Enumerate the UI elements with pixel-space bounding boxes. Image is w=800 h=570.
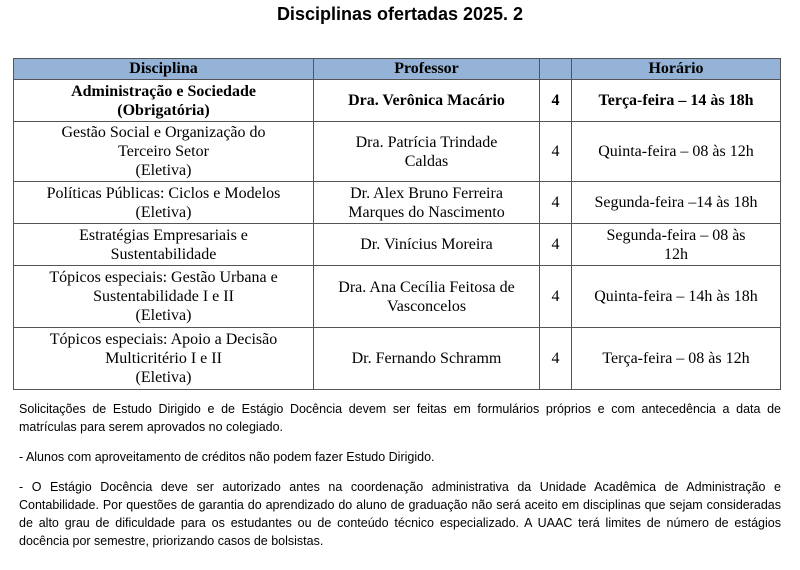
credits-cell: 4: [540, 328, 572, 390]
table-row: [14, 266, 781, 328]
schedule-cell-line: Quinta-feira – 14h às 18h: [594, 288, 758, 305]
credits-cell: 4: [540, 182, 572, 224]
page-title: Disciplinas ofertadas 2025. 2: [276, 4, 524, 24]
professor-cell-line: Dr. Vinícius Moreira: [360, 236, 493, 253]
professor-cell: [314, 224, 540, 266]
discipline-cell-line: (Eletiva): [135, 162, 192, 179]
professor-cell-line: Vasconcelos: [386, 297, 467, 315]
professor-cell-line: Dra. Verônica Macário: [348, 92, 505, 109]
schedule-cell-line: Segunda-feira –14 às 18h: [594, 194, 758, 211]
schedule-cell: [572, 328, 781, 390]
professor-cell: [314, 80, 540, 122]
discipline-cell: [14, 266, 314, 328]
schedule-cell-line: Quinta-feira – 08 às 12h: [598, 143, 754, 160]
professor-cell-line: Dra. Patrícia Trindade: [355, 133, 498, 151]
table-body: [14, 80, 781, 390]
header-discipline: Disciplina: [14, 59, 314, 80]
discipline-cell-line: (Eletiva): [135, 369, 192, 386]
schedule-cell-line: 12h: [664, 245, 688, 263]
professor-cell: [314, 122, 540, 182]
note-paragraph: Solicitações de Estudo Dirigido e de Estágio Docência devem ser feitas em formulários próprios e com antecedência a data de matrículas para serem aprovados no colegiado.: [19, 402, 781, 434]
schedule-cell: [572, 224, 781, 266]
schedule-cell: [572, 266, 781, 328]
discipline-cell-line: Estratégias Empresariais e: [79, 226, 248, 244]
credits-cell: 4: [540, 266, 572, 328]
discipline-cell-line: (Eletiva): [135, 307, 192, 324]
schedule-cell-line: Segunda-feira – 08 às: [606, 226, 746, 244]
disciplines-table: [13, 58, 781, 390]
professor-cell: [314, 266, 540, 328]
notes-section: [19, 400, 781, 550]
schedule-cell: [572, 182, 781, 224]
discipline-cell: [14, 328, 314, 390]
header-professor: Professor: [314, 59, 540, 80]
credits-cell: 4: [540, 122, 572, 182]
discipline-cell-line: Terceiro Setor: [118, 143, 209, 160]
header-credits: [540, 59, 572, 80]
table-row: [14, 328, 781, 390]
schedule-cell-line: Terça-feira – 08 às 12h: [602, 350, 750, 367]
professor-cell-line: Caldas: [404, 152, 449, 170]
discipline-cell: [14, 182, 314, 224]
professor-cell-line: Dra. Ana Cecília Feitosa de: [338, 278, 515, 296]
discipline-cell-line: (Eletiva): [135, 203, 192, 221]
discipline-cell-line: Tópicos especiais: Gestão Urbana e: [49, 269, 278, 286]
professor-cell-line: Dr. Alex Bruno Ferreira: [350, 184, 503, 202]
discipline-cell-line: Gestão Social e Organização do: [61, 124, 266, 141]
table-row: [14, 224, 781, 266]
schedule-cell: [572, 122, 781, 182]
note-paragraph: - O Estágio Docência deve ser autorizado antes na coordenação administrativa da Unidade Acadêmica de Administração e Contabilidade. Por questões de garantia do aprendizado do aluno de graduação não será aceito em disciplinas que sejam consideradas de alto grau de dificuldade para os estudantes ou de conteúdo técnico especializado. A UAAC terá limites de número de estágios docência por semestre, priorizando casos de bolsistas.: [19, 480, 781, 548]
discipline-cell: [14, 122, 314, 182]
discipline-cell-line: Sustentabilidade: [110, 245, 217, 263]
credits-cell: 4: [540, 80, 572, 122]
schedule-cell: [572, 80, 781, 122]
professor-cell-line: Dr. Fernando Schramm: [351, 350, 502, 367]
professor-cell-line: Marques do Nascimento: [348, 203, 505, 221]
discipline-cell-line: Tópicos especiais: Apoio a Decisão: [49, 331, 278, 348]
table-row: [14, 80, 781, 122]
discipline-cell-line: Políticas Públicas: Ciclos e Modelos: [46, 184, 281, 202]
discipline-cell: [14, 80, 314, 122]
professor-cell: [314, 328, 540, 390]
discipline-cell-line: Sustentabilidade I e II: [93, 288, 234, 305]
discipline-cell-line: (Obrigatória): [117, 101, 210, 119]
discipline-cell: [14, 224, 314, 266]
schedule-cell-line: Terça-feira – 14 às 18h: [598, 92, 754, 109]
discipline-cell-line: Multicritério I e II: [105, 350, 222, 367]
table-row: [14, 122, 781, 182]
header-schedule: Horário: [572, 59, 781, 80]
credits-cell: 4: [540, 224, 572, 266]
table-row: [14, 182, 781, 224]
discipline-cell-line: Administração e Sociedade: [71, 82, 256, 100]
professor-cell: [314, 182, 540, 224]
note-paragraph: - Alunos com aproveitamento de créditos não podem fazer Estudo Dirigido.: [19, 450, 435, 464]
table-header-row: [14, 59, 781, 80]
